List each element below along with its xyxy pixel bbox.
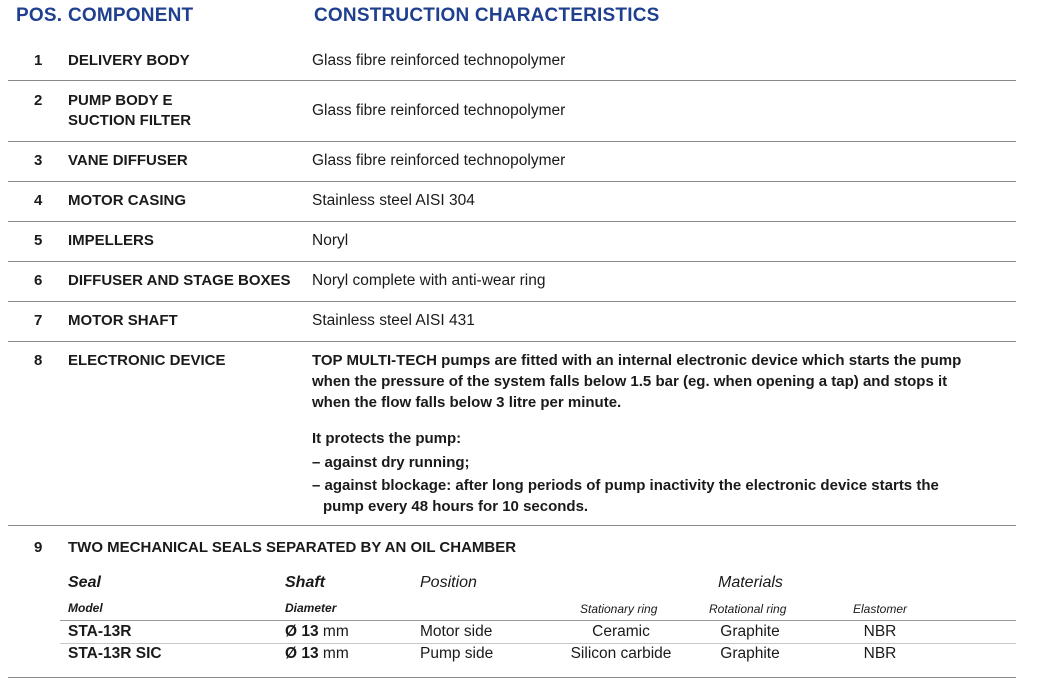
row-component: VANE DIFFUSER: [68, 152, 188, 169]
model-subheader: Model: [68, 601, 103, 615]
diameter-value: Ø 13: [285, 623, 319, 640]
seal-header: Seal: [68, 574, 101, 591]
seal-rotational: Graphite: [720, 645, 780, 662]
row-description: Glass fibre reinforced technopolymer: [312, 52, 566, 69]
seal-position: Motor side: [420, 623, 493, 640]
row-description: Glass fibre reinforced technopolymer: [312, 152, 566, 169]
divider: [60, 620, 1016, 621]
row-pos: 9: [34, 539, 43, 556]
description-paragraph: [312, 350, 1012, 413]
shaft-header: Shaft: [285, 574, 325, 591]
elastomer-subheader: Elastomer: [853, 602, 908, 616]
row-component: DELIVERY BODY: [68, 52, 190, 69]
bullet-dry-running: – against dry running;: [312, 454, 470, 471]
header-component: COMPONENT: [68, 5, 194, 26]
row-component: MOTOR SHAFT: [68, 312, 178, 329]
table-row: [8, 222, 1016, 262]
protects-heading: It protects the pump:: [312, 430, 462, 447]
divider: [8, 677, 1016, 678]
bullet-blockage-line1: – against blockage: after long periods of pump inactivity the electronic device starts the: [312, 477, 939, 494]
row-pos: 6: [34, 272, 43, 289]
row-component: ELECTRONIC DEVICE: [68, 352, 226, 369]
row-pos: 3: [34, 152, 43, 169]
row-description: Noryl complete with anti-wear ring: [312, 272, 546, 289]
row-pos: 4: [34, 192, 43, 209]
row-pos: 2: [34, 92, 43, 109]
stationary-subheader: Stationary ring: [580, 602, 658, 616]
row-pos: 8: [34, 352, 43, 369]
table-row: [8, 342, 1016, 526]
seal-stationary: Ceramic: [592, 623, 650, 640]
row-component: DIFFUSER AND STAGE BOXES: [68, 272, 291, 289]
header-characteristics: CONSTRUCTION CHARACTERISTICS: [314, 5, 660, 26]
diameter-value: Ø 13: [285, 645, 319, 662]
seal-position: Pump side: [420, 645, 494, 662]
row-component: IMPELLERS: [68, 232, 154, 249]
row-component-line1: PUMP BODY E: [68, 92, 173, 109]
diameter-subheader: Diameter: [285, 601, 337, 615]
diameter-unit: mm: [322, 623, 349, 640]
divider: [60, 643, 1016, 644]
seal-diameter: [285, 623, 349, 641]
paragraph-line: when the flow falls below 3 litre per minute.: [312, 394, 622, 411]
position-header: Position: [420, 574, 477, 591]
materials-header: Materials: [718, 574, 783, 591]
seal-model: STA-13R: [68, 623, 132, 640]
seal-rotational: Graphite: [720, 623, 780, 640]
table-row: [8, 42, 1016, 81]
seal-elastomer: NBR: [863, 645, 897, 662]
diameter-unit: mm: [322, 645, 349, 662]
seal-diameter: [285, 645, 349, 663]
row-description: Stainless steel AISI 304: [312, 192, 475, 209]
table-row: [8, 142, 1016, 182]
row-pos: 5: [34, 232, 43, 249]
row-description: Noryl: [312, 232, 349, 249]
rotational-subheader: Rotational ring: [709, 602, 787, 616]
header-pos: POS.: [16, 5, 63, 26]
row-component: TWO MECHANICAL SEALS SEPARATED BY AN OIL CHAMBER: [68, 539, 517, 556]
seal-stationary: Silicon carbide: [570, 645, 672, 662]
row-component-line2: SUCTION FILTER: [68, 112, 192, 129]
seal-model: STA-13R SIC: [68, 645, 162, 662]
table-row: [8, 182, 1016, 222]
paragraph-line: when the pressure of the system falls below 1.5 bar (eg. when opening a tap) and stops it: [312, 373, 948, 390]
row-description: Stainless steel AISI 431: [312, 312, 475, 329]
row-description: Glass fibre reinforced technopolymer: [312, 102, 566, 119]
table-row: [8, 262, 1016, 302]
row-pos: 7: [34, 312, 43, 329]
row-component: MOTOR CASING: [68, 192, 187, 209]
table-row: [8, 302, 1016, 342]
paragraph-line: TOP MULTI-TECH pumps are fitted with an internal electronic device which starts the pump: [312, 352, 962, 369]
row-pos: 1: [34, 52, 43, 69]
seal-elastomer: NBR: [863, 623, 897, 640]
bullet-blockage-line2: pump every 48 hours for 10 seconds.: [323, 498, 589, 515]
table-row: [8, 81, 1016, 142]
